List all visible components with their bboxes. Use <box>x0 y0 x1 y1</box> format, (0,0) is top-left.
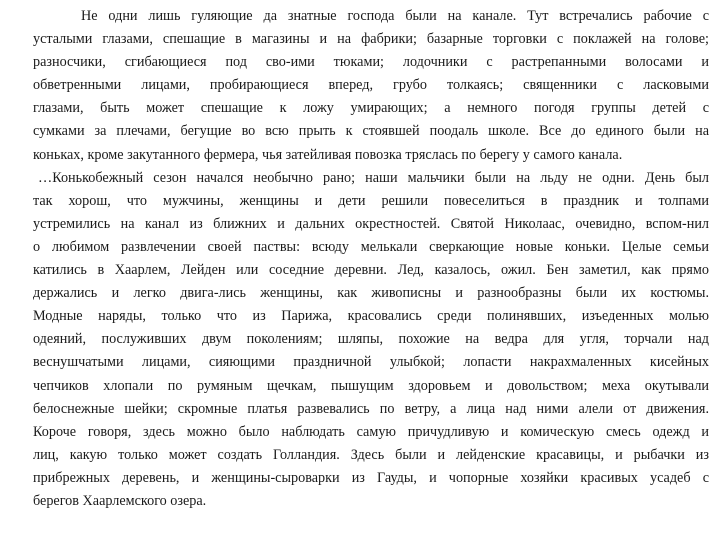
text-line: веснушчатыми лицами, сияющими праздничной улыбкой; лопасти накрахмаленных кисейных <box>33 354 709 371</box>
text-line: Короче говоря, здесь можно было наблюдать самую причудливую и комическую смесь одежд и <box>33 423 709 440</box>
document-page <box>33 5 709 513</box>
text-line: обветренными лицами, пробирающиеся вперед, грубо толкаясь; священники с ласковыми <box>33 77 709 94</box>
text-line: Не одни лишь гуляющие да знатные господа были на канале. Тут встречались рабочие с <box>81 8 709 24</box>
text-line: лиц, какую только может создать Голландия. Здесь были и лейденские красавицы, и рыбачки из <box>33 446 709 463</box>
text-line: усталыми глазами, спешащие в магазины и на фабрики; базарные торговки с поклажей на голове; <box>33 31 709 48</box>
text-line: …Конькобежный сезон начался необычно рано; наши мальчики были на льду не одни. День был <box>38 169 709 186</box>
text-line: глазами, быть может спешащие к ложу умирающих; а немного погодя группы детей с <box>33 100 709 117</box>
text-line: берегов Хаарлемского озера. <box>33 492 207 509</box>
text-line: катились в Хаарлем, Лейден или соседние деревни. Лед, казалось, ожил. Бен заметил, как прямо <box>33 262 709 279</box>
text-line: сумками за плечами, бегущие во всю прыть к стоявшей поодаль школе. Все до единого были на <box>33 123 709 140</box>
text-line: белоснежные шейки; скромные платья развевались по ветру, а лица над ними алели от движения. <box>33 400 709 417</box>
text-line: держались и легко двига-лись женщины, как живописны и разнообразны были их костюмы. <box>33 285 709 302</box>
text-line: коньках, кроме закутанного фермера, чья затейливая повозка тряслась по берегу у самого канала. <box>33 146 623 163</box>
text-line: разносчики, сгибающиеся под сво-ими тюками; лодочники с растрепанными волосами и <box>33 54 709 71</box>
text-line: Модные наряды, только что из Парижа, красовались среди полинявших, изъеденных молью <box>33 308 709 325</box>
text-line: прибрежных деревень, и женщины-сыроварки из Гауды, и чопорные хозяйки красивых усадеб с <box>33 469 709 486</box>
text-line: так хорош, что мужчины, женщины и дети решили повеселиться в праздник и толпами <box>33 192 709 209</box>
paragraph-1 <box>33 5 709 167</box>
text-line: чепчиков хлопали по румяным щечкам, пышущим здоровьем и довольством; меха окутывали <box>33 377 709 394</box>
paragraph-2 <box>33 167 709 513</box>
text-line: одеяний, послуживших двум поколениям; шляпы, похожие на ведра для угля, торчали над <box>33 331 709 348</box>
text-line: о любимом развлечении своей паствы: всюду мелькали сверкающие новые коньки. Целые семьи <box>33 238 709 255</box>
text-line: устремились на канал из ближних и дальних окрестностей. Святой Николаас, очевидно, вспом-нил <box>33 215 709 232</box>
